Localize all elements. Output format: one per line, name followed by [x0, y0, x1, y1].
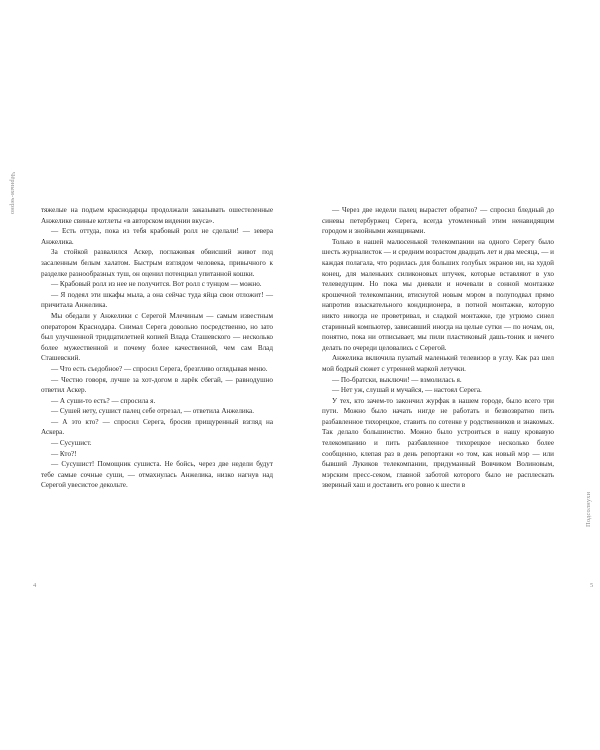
- paragraph: — Кто?!: [51, 449, 77, 458]
- paragraph: — Есть оттуда, пока из тебя крабовый ролл не сделали! — зевера Анжелика.: [41, 227, 273, 246]
- paragraph: — Сусушист! Помощник сушиста. Не бойсь, через две недели будут тебе самые сочные суши, — отмахнулась Анжелика, низко нагнув над Серегой увесистое декольте.: [41, 460, 273, 490]
- paragraph: — Крабовый ролл из нее не получится. Вот ролл с тунцом — можно.: [51, 280, 262, 289]
- paragraph: — Честно говоря, лучше за хот-догом в ларёк сбегай, — равнодушно ответил Аскер.: [41, 375, 273, 395]
- paragraph: — Что есть съедобное? — спросил Серега, брезгливо оглядывая меню.: [51, 364, 268, 373]
- right-running-head: Подсолнухи: [585, 491, 592, 527]
- paragraph: У тех, кто зачем-то закончил журфак в нашем городе, было всего три пути. Можно было начать нигде не работать и безвозвратно пить разбавленное тихорецкое, ставить по сотенке у родственников и знакомых. Так делало большинство. Можно было устроиться в нашу кровавую телекомпанию и пить разбавленное тихорецкое несколько более сообщенно, клепая раз в день репортажи «о том, как новый мэр — или бывший Лукиков телекомпании, придуманный Вовчиком Волиновым, мэрским пресс-секом, главной заботой которого было не расплескать звериный хаш и доставить его ровно к шести в: [322, 396, 554, 490]
- right-page-number: 5: [590, 582, 594, 589]
- paragraph: — Через две недели палец вырастет обратно? — спросил бледный до синевы петербуржец Серега, всегда утомленный этим ненавидящим городом и знойными женщинами.: [322, 206, 554, 236]
- paragraph: — По-братски, выключи! — взмолилась я.: [332, 375, 462, 384]
- paragraph: — Сусушист.: [51, 439, 92, 448]
- paragraph: Мы обедали у Анжелики с Серегой Млечиным — самым известным оператором Краснодара. Снимал Серега довольно посредственно, но зато был улучшенной тридцатилетней копией Влада Сташевского — несколько более мужественной и почему более качественной, чем сам Влад Сташевский.: [41, 311, 273, 363]
- left-page-number: 4: [33, 582, 37, 589]
- paragraph: За стойкой развалился Аскер, поглаживая обвисший живот под засаленным белым халатом. Быстрым взглядом человека, привычного к разделке разнообразных туш, он оценил потенциал упитанной кошки.: [41, 248, 273, 278]
- paragraph: — Я подеял эти шкафы мыла, а она сейчас туда яйца свои отложит! — причитала Анжелика.: [41, 290, 273, 310]
- right-text-column: [322, 205, 554, 491]
- paragraph: — Сушей нету, сушист палец себе отрезал, — ответила Анжелика.: [51, 407, 255, 416]
- right-page: [300, 0, 600, 750]
- paragraph: — А суши-то есть? — спросила я.: [51, 396, 156, 405]
- left-running-head: Чёрным-черно: [9, 172, 16, 215]
- paragraph: тяжелые на подъем краснодарцы продолжали заказывать ошестеленные Анжелике свиные котлеты «в авторском видении вкуса».: [41, 206, 273, 225]
- paragraph: — Нет уж, слушай и мучайся, — настоял Серега.: [332, 386, 482, 395]
- paragraph: Анжелика включила пузатый маленький телевизор в углу. Как раз шел мой бодрый сюжет с утренней маркой летучки.: [322, 354, 554, 373]
- paragraph: Только в нашей малюсенькой телекомпании на одного Серегу было шесть журналисток — и средним возрастом двадцать лет и два месяца, — и каждая полагала, что родилась для больших голубых экранов ни, на худой конец, для маленьких силиконовых штучек, которые вставляют в ухо телеведущим. Но пока мы дневали и ночевали в сонной монтажке крошечной телекомпании, втиснутой новым мэром в полуподвал прямо напротив взыскательного кондиционера, в потной монтажке, которую никто никогда не проветривал, и сладкой монтажке, где угрюмо синел старинный компьютер, зависавший иногда на целые сутки — по ночам, он, понятно, пока ни отписывает, мы пили пластиковый дашь-тоник и нечего делать по очереди целовались с Серегой.: [322, 237, 554, 352]
- paragraph: — А это кто? — спросил Серега, бросив прищуренный взгляд на Аскера.: [41, 417, 273, 437]
- left-text-column: [41, 205, 273, 491]
